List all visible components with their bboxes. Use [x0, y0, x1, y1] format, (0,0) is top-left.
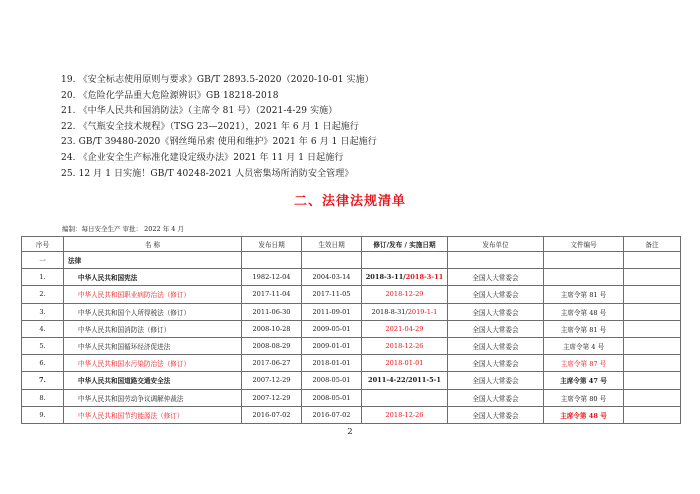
revision-date: 2018-3-11/2018-3-11	[362, 269, 448, 286]
header-seq: 序号	[22, 237, 64, 252]
law-name: 中华人民共和国职业病防治法（修订）	[64, 286, 242, 303]
header-name: 名 称	[64, 237, 242, 252]
laws-table	[21, 236, 681, 424]
header-publish-date: 发布日期	[242, 237, 302, 252]
standards-list	[61, 73, 621, 182]
table-row: 2. 中华人民共和国职业病防治法（修订） 2017-11-04 2017-11-05 2018-12-29 全国人大常委会 主席令第 81 号	[22, 286, 681, 303]
revision-date: 2021-04-29	[362, 320, 448, 337]
category-seq: 一	[22, 252, 64, 269]
list-item: 21. 《中华人民共和国消防法》（主席令 81 号）（2021-4-29 实施）	[61, 106, 338, 117]
list-item: 20. 《危险化学品重大危险源辨识》GB 18218-2018	[61, 90, 279, 101]
law-name: 中华人民共和国消防法（修订）	[64, 320, 242, 337]
revision-date: 2018-12-29	[362, 286, 448, 303]
law-name: 中华人民共和国循环经济促进法	[64, 337, 242, 354]
list-item: 25. 12 月 1 日实施！GB/T 40248-2021 人员密集场所消防安全管理》	[61, 168, 354, 179]
header-revision-date: 修订/发布 / 实施日期	[362, 237, 448, 252]
table-row: 9. 中华人民共和国节约能源法（修订） 2016-07-02 2016-07-02 2018-12-26 全国人大常委会 主席令第 48 号	[22, 406, 681, 423]
law-name: 中华人民共和国水污染防治法（修订）	[64, 355, 242, 372]
header-effective-date: 生效日期	[302, 237, 362, 252]
list-item: 23. GB/T 39480-2020《钢丝绳吊索 使用和维护》2021 年 6 月 1 日起施行	[61, 137, 377, 148]
law-name: 中华人民共和国道路交通安全法	[64, 372, 242, 389]
law-name: 中华人民共和国节约能源法（修订）	[64, 406, 242, 423]
header-remark: 备注	[624, 237, 681, 252]
revision-date: 2018-12-26	[362, 337, 448, 354]
table-row: 6. 中华人民共和国水污染防治法（修订） 2017-06-27 2018-01-01 2018-01-01 全国人大常委会 主席令第 87 号	[22, 355, 681, 372]
law-name: 中华人民共和国劳动争议调解仲裁法	[64, 389, 242, 406]
law-name: 中华人民共和国宪法	[64, 269, 242, 286]
revision-date	[362, 389, 448, 406]
revision-date: 2011-4-22/2011-5-1	[362, 372, 448, 389]
table-row: 5. 中华人民共和国循环经济促进法 2008-08-29 2009-01-01 2018-12-26 全国人大常委会 主席令第 4 号	[22, 337, 681, 354]
law-name: 中华人民共和国个人所得税法（修订）	[64, 303, 242, 320]
list-item: 22. 《气瓶安全技术规程》（TSG 23—2021），2021 年 6 月 1 日起施行	[61, 121, 359, 132]
page-number: 2	[347, 427, 353, 437]
table-header-row	[22, 237, 681, 252]
list-item: 24. 《企业安全生产标准化建设定级办法》2021 年 11 月 1 日起施行	[61, 152, 344, 163]
header-document-number: 文件编号	[544, 237, 624, 252]
list-item: 19. 《安全标志使用原则与要求》GB/T 2893.5-2020（2020-10-01 实施）	[61, 75, 374, 85]
table-row: 7. 中华人民共和国道路交通安全法 2007-12-29 2008-05-01 2011-4-22/2011-5-1 全国人大常委会 主席令第 47 号	[22, 372, 681, 389]
table-row: 8. 中华人民共和国劳动争议调解仲裁法 2007-12-29 2008-05-01 全国人大常委会 主席令第 80 号	[22, 389, 681, 406]
category-row	[22, 252, 681, 269]
compile-approve-line: 编制：每日安全生产 审批： 2022 年 4 月	[62, 225, 185, 233]
category-name: 法律	[64, 252, 242, 269]
revision-date: 2018-12-26	[362, 406, 448, 423]
header-issuing-unit: 发布单位	[448, 237, 544, 252]
table-row: 4. 中华人民共和国消防法（修订） 2008-10-28 2009-05-01 2021-04-29 全国人大常委会 主席令第 81 号	[22, 320, 681, 337]
table-row: 3. 中华人民共和国个人所得税法（修订） 2011-06-30 2011-09-01 2018-8-31/2019-1-1 全国人大常委会 主席令第 48 号	[22, 303, 681, 320]
section-title: 二、法律法规清单	[293, 194, 406, 209]
revision-date: 2018-01-01	[362, 355, 448, 372]
revision-date: 2018-8-31/2019-1-1	[362, 303, 448, 320]
table-row: 1. 中华人民共和国宪法 1982-12-04 2004-03-14 2018-3-11/2018-3-11 全国人大常委会	[22, 269, 681, 286]
